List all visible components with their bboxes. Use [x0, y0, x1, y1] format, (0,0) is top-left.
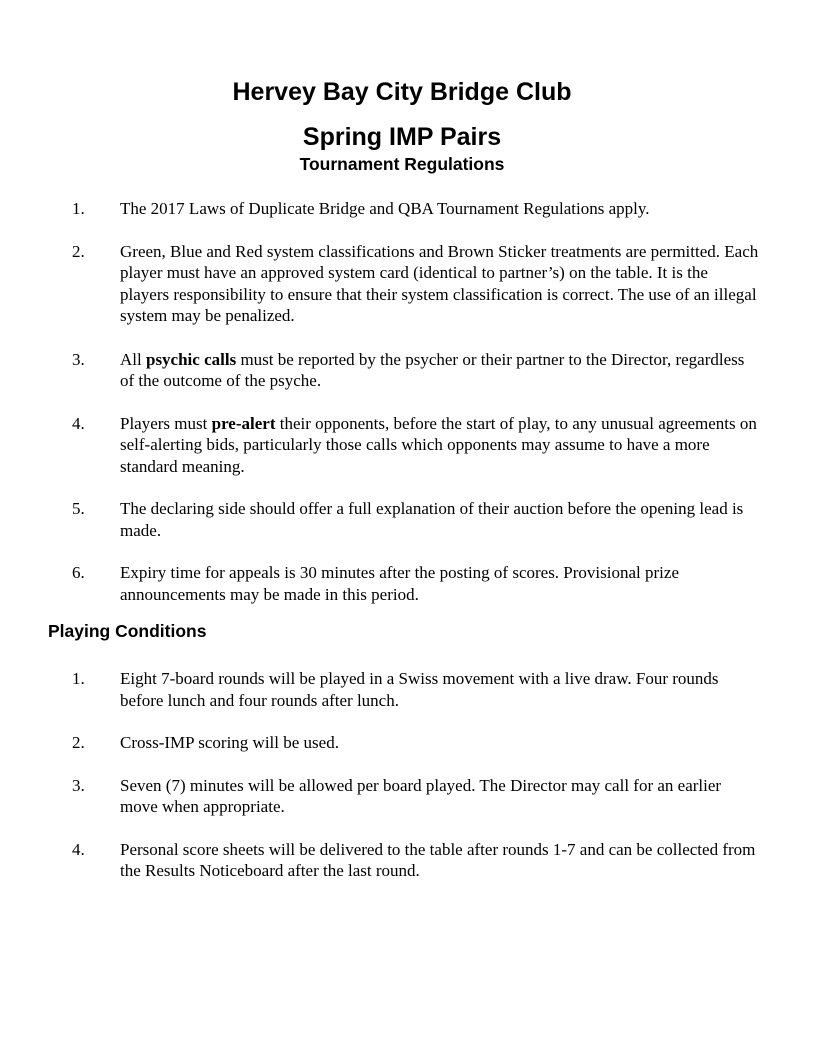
item-text-bold: pre-alert — [211, 413, 276, 433]
item-text: Eight 7-board rounds will be played in a Swiss movement with a live draw. Four rounds before lunch and four rounds after lunch. — [120, 669, 719, 710]
item-text-pre: Players must — [120, 413, 212, 433]
item-text — [120, 350, 744, 391]
item-text: Cross-IMP scoring will be used. — [120, 733, 339, 752]
regulation-item — [0, 562, 760, 605]
playing-conditions-list — [0, 668, 760, 903]
regulation-item — [0, 349, 760, 392]
item-text-bold: psychic calls — [145, 349, 237, 369]
regulations-list — [0, 198, 760, 605]
section-heading-playing-conditions: Playing Conditions — [48, 621, 207, 641]
item-text: The declaring side should offer a full explanation of their auction before the opening lead is made. — [120, 499, 744, 540]
item-text-post: their opponents, before the start of play, to any unusual agreements on self-alerting bids, particularly those calls which opponents may assume to have a more standard meaning. — [120, 413, 757, 476]
item-number: 1. — [72, 669, 85, 688]
item-text-pre: All — [120, 349, 146, 369]
condition-item — [0, 668, 760, 711]
item-number: 1. — [72, 199, 85, 218]
event-title: Spring IMP Pairs — [302, 123, 502, 151]
item-number: 2. — [72, 733, 85, 752]
regulation-item — [0, 413, 760, 478]
item-text-post: must be reported by the psycher or their partner to the Director, regardless of the outcome of the psyche. — [120, 349, 745, 390]
item-text: Personal score sheets will be delivered to the table after rounds 1-7 and can be collected from the Results Noticeboard after the last round. — [120, 839, 756, 880]
item-number: 3. — [72, 349, 85, 369]
club-title: Hervey Bay City Bridge Club — [232, 78, 572, 106]
condition-item — [0, 775, 760, 818]
condition-item — [0, 839, 760, 882]
item-number: 4. — [72, 839, 85, 859]
regulation-item — [0, 498, 760, 541]
condition-item — [0, 732, 760, 754]
item-number: 2. — [72, 241, 85, 261]
item-text: Seven (7) minutes will be allowed per board played. The Director may call for an earlier move when appropriate. — [120, 775, 722, 816]
item-number: 6. — [72, 563, 85, 582]
document-subtitle: Tournament Regulations — [299, 154, 505, 174]
item-number: 5. — [72, 499, 85, 518]
item-text: Expiry time for appeals is 30 minutes after the posting of scores. Provisional prize announcements may be made in this period. — [120, 563, 679, 604]
regulation-item — [0, 241, 760, 327]
item-text — [120, 414, 757, 476]
item-text: Green, Blue and Red system classifications and Brown Sticker treatments are permitted. Each player must have an approved system card (identical to partner’s) on the table. It is the players responsibility to ensure that their system classification is correct. The use of an illegal system may be penalized. — [120, 241, 759, 325]
item-text: The 2017 Laws of Duplicate Bridge and QBA Tournament Regulations apply. — [120, 199, 650, 218]
item-number: 3. — [72, 775, 85, 795]
regulation-item — [0, 198, 760, 220]
item-number: 4. — [72, 413, 85, 433]
